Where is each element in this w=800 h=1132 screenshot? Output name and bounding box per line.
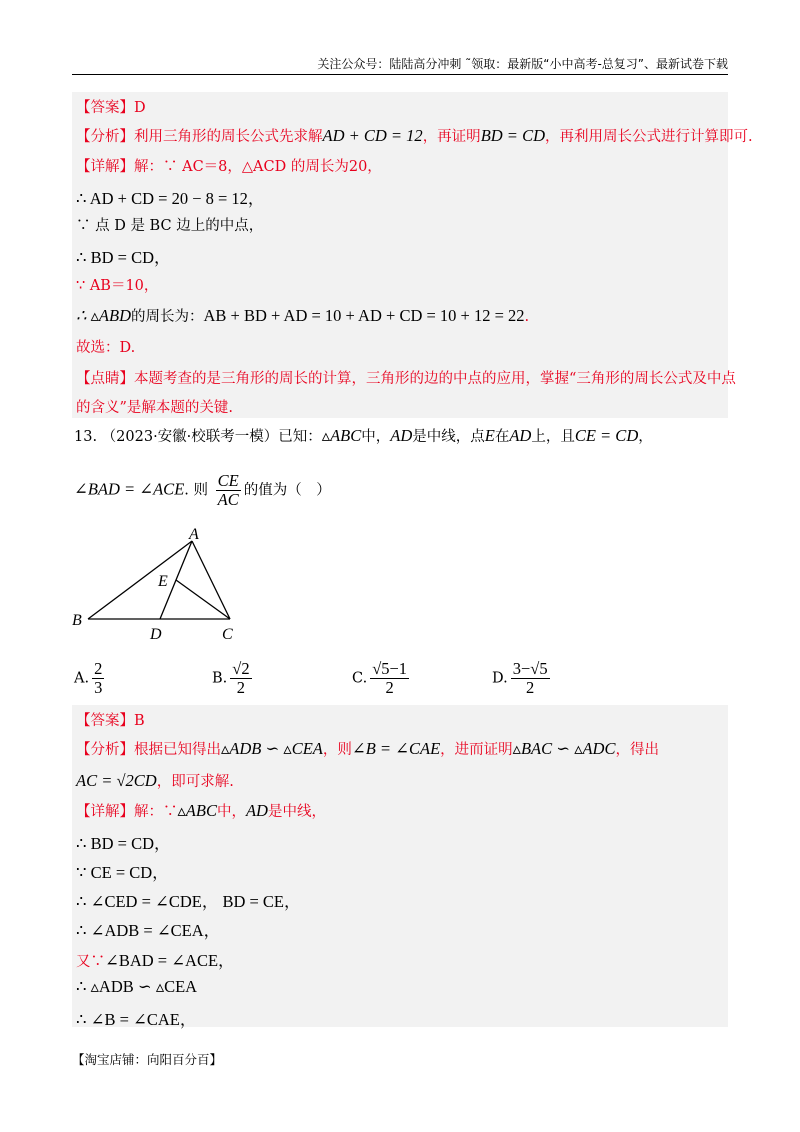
q13-stem: 13. （2023·安徽·校联考一模）已知：▵ABC中，AD是中线，点E在AD上，且CE = CD，: [74, 426, 653, 445]
q12-step-1: ∴ AD + CD = 20 − 8 = 12，: [76, 189, 265, 208]
q13-step-2: ∵ CE = CD，: [76, 863, 169, 882]
q13-step-6: ∴ ▵ADB ∽ ▵CEA: [76, 977, 198, 996]
option-a[interactable]: A. $\frac{2}{3}$: [74, 659, 103, 697]
page-footer: 【淘宝店铺：向阳百分百】: [72, 1052, 223, 1067]
q12-step-5: ∴ ▵ABD的周长为：AB + BD + AD = 10 + AD + CD = 10 + 12 = 22.: [76, 306, 530, 325]
q12-answer: 【答案】D: [76, 100, 146, 116]
q12-detail: 【详解】解：∵ AC＝8，△ACD 的周长为20，: [76, 159, 382, 175]
q13-step-1: ∴ BD = CD，: [76, 834, 171, 853]
label-A: A: [189, 526, 199, 543]
q13-step-5: 又∵∠BAD = ∠ACE，: [76, 951, 235, 970]
q13-stem-2: ∠BAD = ∠ACE. 则 $\frac{CE}{AC}$ 的值为（ ）: [74, 471, 331, 509]
segment-AC: [192, 541, 230, 619]
q13-answer: 【答案】B: [76, 713, 145, 729]
q13-detail: 【详解】解：∵▵ABC中，AD是中线，: [76, 801, 326, 820]
q13-analysis-2: AC = √2CD，即可求解.: [76, 771, 234, 790]
ratio-fraction: $\frac{CE}{AC}$: [217, 471, 239, 509]
option-d[interactable]: D. $\frac{3-√5}{2}$: [492, 659, 548, 697]
q12-comment-2: 的含义”是解本题的关键.: [76, 400, 234, 416]
option-b[interactable]: B. $\frac{√2}{2}$: [212, 659, 250, 697]
q13-analysis: 【分析】根据已知得出▵ADB ∽ ▵CEA，则∠B = ∠CAE，进而证明▵BAC ∽ ▵ADC，得出: [76, 739, 659, 758]
q12-step-4: ∵ AB＝10，: [76, 278, 159, 294]
option-c[interactable]: C. $\frac{√5-1}{2}$: [352, 659, 408, 697]
page-header: 关注公众号：陆陆高分冲刺 ˜领取：最新版“小中高考-总复习”、最新试卷下载: [72, 54, 728, 75]
label-C: C: [222, 626, 233, 643]
label-B: B: [72, 612, 82, 629]
q12-step-2: ∵ 点 D 是 BC 边上的中点，: [76, 218, 264, 234]
q13-step-3: ∴ ∠CED = ∠CDE， BD = CE，: [76, 892, 301, 911]
label-E: E: [158, 573, 168, 590]
q12-comment: 【点睛】本题考查的是三角形的周长的计算，三角形的边的中点的应用，掌握“三角形的周长公式及中点: [76, 371, 736, 387]
q13-step-4: ∴ ∠ADB = ∠CEA，: [76, 921, 221, 940]
q12-step-3: ∴ BD = CD，: [76, 248, 171, 267]
q13-step-7: ∴ ∠B = ∠CAE，: [76, 1010, 197, 1029]
q12-choose: 故选：D.: [76, 340, 136, 356]
segment-EC: [176, 580, 230, 619]
label-D: D: [150, 626, 162, 643]
q12-analysis: 【分析】利用三角形的周长公式先求解AD + CD = 12，再证明BD = CD，再利用周长公式进行计算即可.: [76, 126, 753, 145]
triangle-figure: [60, 520, 260, 650]
